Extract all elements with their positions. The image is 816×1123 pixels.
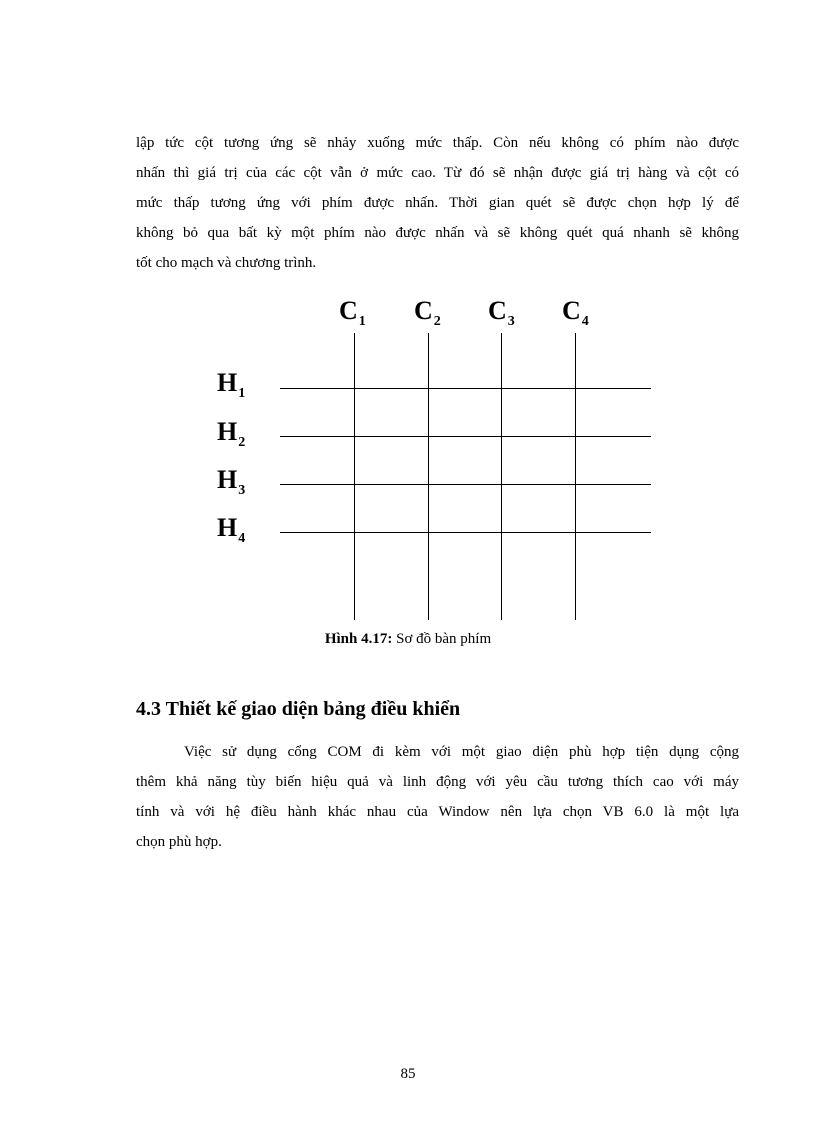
column-label-c3: $C_3$	[488, 296, 515, 329]
section-heading: 4.3 Thiết kế giao diện bảng điều khiển	[136, 698, 461, 720]
paragraph-line: chọn phù hợp.	[136, 834, 222, 850]
figure-caption-text: Sơ đồ bàn phím	[392, 631, 492, 647]
column-label-c1: $C_1$	[339, 296, 366, 329]
paragraph-line: không bỏ qua bất kỳ một phím nào được nhấn và sẽ không quét quá nhanh sẽ không	[136, 225, 739, 241]
row-label-h4: $H_4$	[217, 513, 246, 546]
figure-caption-label: Hình 4.17:	[324, 631, 393, 647]
row-label-h3: $H_3$	[217, 465, 246, 498]
page-number: 85	[400, 1066, 416, 1082]
paragraph-line: tốt cho mạch và chương trình.	[136, 255, 317, 271]
figure-caption	[0, 631, 816, 648]
column-line	[354, 333, 355, 620]
row-line	[280, 532, 651, 533]
column-line	[575, 333, 576, 620]
paragraph-line: lập tức cột tương ứng sẽ nhảy xuống mức thấp. Còn nếu không có phím nào được	[136, 135, 739, 151]
row-label-h1: $H_1$	[217, 368, 246, 401]
row-line	[280, 484, 651, 485]
row-line	[280, 388, 651, 389]
paragraph-com-interface	[136, 737, 739, 857]
paragraph-keyboard-scan	[136, 128, 739, 278]
column-label-c2: $C_2$	[414, 296, 441, 329]
column-line	[501, 333, 502, 620]
keyboard-matrix-diagram	[200, 290, 680, 630]
paragraph-line: nhấn thì giá trị của các cột vẫn ở mức cao. Từ đó sẽ nhận được giá trị hàng và cột có	[136, 165, 739, 181]
paragraph-line: thêm khả năng tùy biến hiệu quả và linh động với yêu cầu tương thích cao với máy	[136, 774, 739, 790]
paragraph-line: Việc sử dụng cổng COM đi kèm với một giao diện phù hợp tiện dụng cộng	[184, 744, 739, 760]
row-line	[280, 436, 651, 437]
paragraph-line: mức thấp tương ứng với phím được nhấn. Thời gian quét sẽ được chọn hợp lý để	[136, 195, 739, 211]
paragraph-line: tính và với hệ điều hành khác nhau của Window nên lựa chọn VB 6.0 là một lựa	[136, 804, 739, 820]
column-label-c4: $C_4$	[562, 296, 589, 329]
column-line	[428, 333, 429, 620]
row-label-h2: $H_2$	[217, 417, 246, 450]
